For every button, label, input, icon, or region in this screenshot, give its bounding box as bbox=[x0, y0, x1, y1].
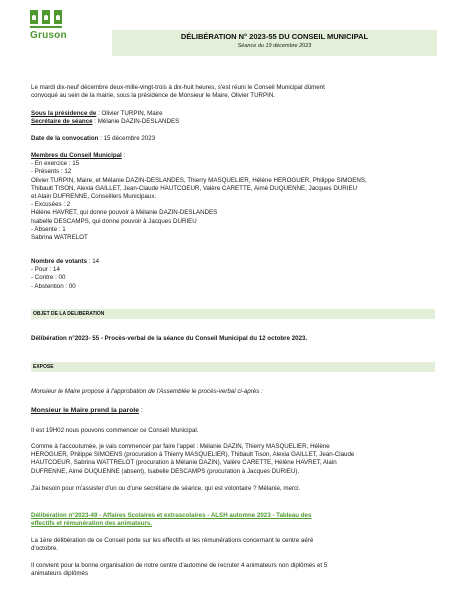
document-title: DÉLIBÉRATION N° 2023-55 DU CONSEIL MUNICIPAL bbox=[180, 32, 369, 41]
appel-line: Comme à l'accoutumée, je vais commencer par faire l'appel : Mélanie DAZIN, Thierry MASQUELIER, Hélène bbox=[31, 443, 330, 450]
secretaire-value: : Mélanie DAZIN-DESLANDES bbox=[92, 118, 180, 126]
presents-names: Thibault TISON, Alexia GAILLET, Jean-Claude HAUTCOEUR, Valère CARETTE, Aimé DUQUENNE, Jacques DURIEU bbox=[31, 184, 358, 192]
votants-block bbox=[31, 258, 421, 291]
recrutement-line: animateurs diplômés bbox=[31, 570, 89, 578]
presents-count: - Présents : 12 bbox=[31, 168, 72, 176]
excuses-count: - Excusées : 2 bbox=[31, 201, 71, 209]
absente-count: - Absente : 1 bbox=[31, 225, 66, 233]
membres-suffix: : bbox=[121, 152, 126, 159]
town-logo bbox=[30, 10, 70, 52]
section-objet-title: OBJET DE LA DELIBERATION bbox=[33, 311, 105, 317]
absente-name: Sabrina WATRELOT bbox=[31, 234, 88, 242]
votes-abstention: - Abstention : 00 bbox=[31, 282, 76, 290]
convocation-value: : 15 décembre 2023 bbox=[98, 135, 156, 142]
objet-text: Délibération n°2023- 55 - Procès-verbal de la séance du Conseil Municipal du 12 octobre 2023. bbox=[31, 335, 308, 342]
appel-line: HEROGUER, Philippe SIMOENS (procuration à Thierry MASQUELIER), Thibault Tison, Alexia GAILLET, Jean-Claude bbox=[31, 451, 355, 459]
maire-parole-label: Monsieur le Maire prend la parole bbox=[31, 407, 140, 414]
presents-names: Olivier TURPIN, Maire, et Mélanie DAZIN-DESLANDES, Thierry MASQUELIER, Hélène HEROGUER, Philippe SIMOENS, bbox=[31, 176, 367, 184]
section-expose-title: EXPOSE bbox=[33, 364, 54, 370]
logo-name: Gruson bbox=[30, 30, 67, 41]
secretaire-label: Secrétaire de séance bbox=[31, 118, 93, 126]
paragraph-recrutement bbox=[31, 562, 421, 578]
presidence-value: : Olivier TURPIN, Maire bbox=[96, 110, 163, 117]
excuse-entry: Isabelle DESCAMPS, qui donne pouvoir à Jacques DURIEU bbox=[31, 217, 197, 225]
presidence-block bbox=[31, 110, 421, 126]
votes-pour: - Pour : 14 bbox=[31, 266, 60, 274]
convocation-label: Date de la convocation bbox=[31, 135, 99, 142]
paragraph-effectifs bbox=[31, 537, 421, 553]
appel-line: DUFRENNE, Aimé DUQUENNE (absent), Isabelle DESCAMPS (procuration à Jacques DURIEU). bbox=[31, 467, 300, 475]
delib-49-line: effectifs et rémunération des animateurs. bbox=[31, 520, 153, 528]
effectifs-line: d'octobre. bbox=[31, 545, 58, 553]
presents-names: et Alain DUFRENNE, Conseillers Municipaux. bbox=[31, 193, 157, 201]
maire-parole-suffix: : bbox=[139, 407, 143, 414]
presidence-label: Sous la présidence de bbox=[31, 110, 97, 117]
section-expose-bar bbox=[31, 362, 435, 372]
votants-label: Nombre de votants bbox=[31, 258, 88, 265]
intro-line: convoqué au sein de la mairie, sous la présidence de Monsieur le Maire, Olivier TURPIN. bbox=[31, 92, 276, 100]
paragraph-opening: Il est 19H02 nous pouvons commencer ce Conseil Municipal. bbox=[31, 427, 199, 434]
header-banner bbox=[112, 30, 437, 56]
en-exercice: - En exercice : 15 bbox=[31, 160, 80, 168]
logo-emblem-icon bbox=[30, 10, 70, 24]
intro-line: Le mardi dix-neuf décembre deux-mille-vingt-trois à dix-huit heures, s'est réuni le Conseil Municipal dûment bbox=[31, 84, 325, 91]
excuse-entry: Hélène HAVRET, qui donne pouvoir à Mélanie DAZIN-DESLANDES bbox=[31, 209, 218, 217]
section-objet-bar bbox=[31, 309, 435, 319]
votes-contre: - Contre : 00 bbox=[31, 274, 66, 282]
paragraph-appel bbox=[31, 443, 421, 476]
votants-value: : 14 bbox=[87, 258, 100, 265]
membres-label: Membres du Conseil Municipal bbox=[31, 152, 122, 159]
intro-paragraph bbox=[31, 84, 421, 100]
recrutement-line: Il convient pour la bonne organisation de notre centre d'automne de recruter 4 animateurs non diplômés et 5 bbox=[31, 562, 328, 569]
maire-parole-line bbox=[31, 407, 421, 415]
appel-line: HAUTCOEUR, Sabrina WATTRELOT (procuration à Mélanie DAZIN), Valère CARETTE, Hélène HAVRET, Alain bbox=[31, 459, 337, 467]
membres-block bbox=[31, 152, 421, 242]
delib-49-heading bbox=[31, 512, 421, 528]
expose-intro: Monsieur le Maire propose à l'approbation de l'Assemblée le procès-verbal ci-après : bbox=[31, 388, 263, 395]
convocation-line bbox=[31, 135, 421, 143]
delib-49-line: Délibération n°2023-49 - Affaires Scolaires et extrascolaires - ALSH automne 2023 - Tableau des bbox=[31, 512, 312, 519]
document-subtitle: Séance du 19 décembre 2023 bbox=[237, 43, 312, 49]
effectifs-line: La 1ère délibération de ce Conseil porte sur les effectifs et les rémunérations concernant le centre aéré bbox=[31, 537, 314, 544]
paragraph-secretaire: J'ai besoin pour m'assister d'un ou d'une secrétaire de séance, qui est volontaire ? Mélanie, merci. bbox=[31, 485, 301, 492]
